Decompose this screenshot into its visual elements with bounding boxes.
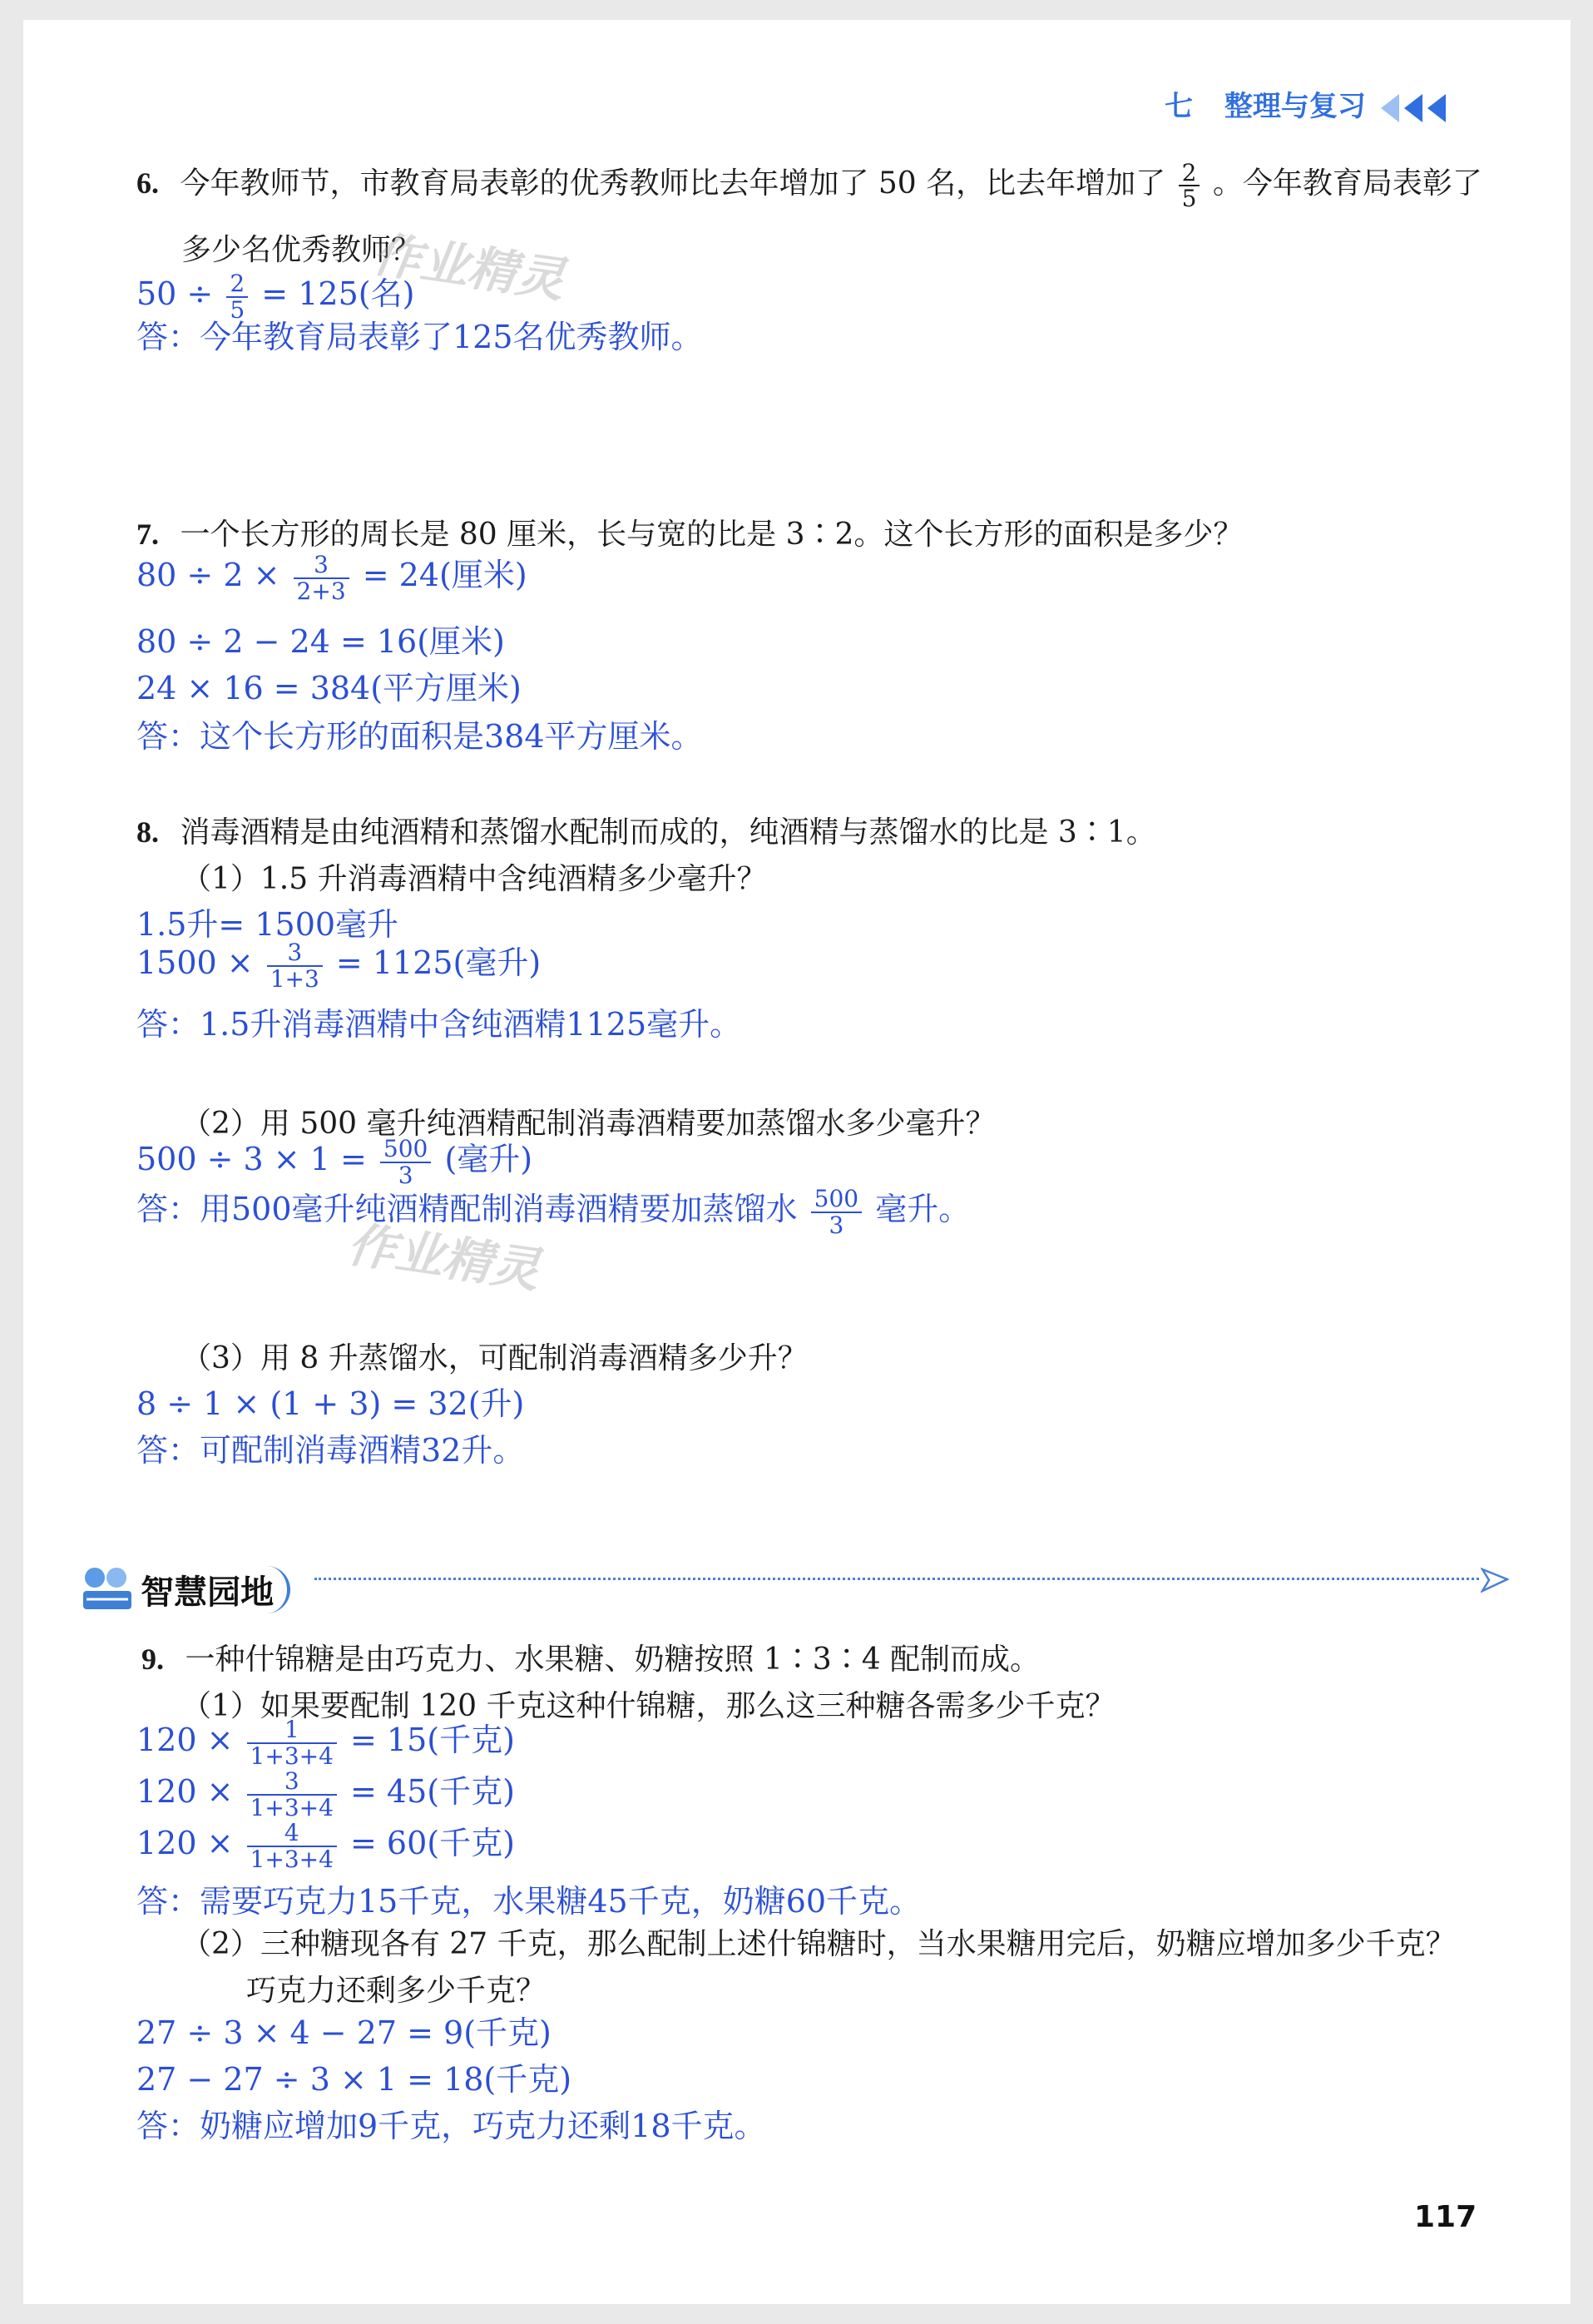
answer-text: = 60(千克): [350, 1825, 515, 1861]
arrow-left-icon: [1404, 94, 1422, 122]
fraction-numerator: 1: [284, 1716, 299, 1744]
fraction-denominator: 1+3+4: [247, 1846, 337, 1871]
section-title: 智慧园地: [141, 1566, 290, 1613]
question-number: 6.: [136, 166, 159, 200]
answer-line: 80 ÷ 2 − 24 = 16(厘米): [136, 623, 505, 660]
answer-text: 1500 ×: [136, 944, 254, 981]
fraction: [811, 1187, 862, 1237]
answer-text: 120 ×: [136, 1773, 234, 1810]
fraction: [267, 940, 323, 991]
answer-line: 答：这个长方形的面积是384平方厘米。: [136, 718, 703, 755]
answer-line: [136, 1133, 532, 1187]
answer-line: 答：1.5升消毒酒精中含纯酒精1125毫升。: [136, 1006, 742, 1043]
page-number: 117: [1414, 2200, 1477, 2234]
answer-text: = 24(厘米): [362, 557, 527, 593]
fraction-numerator: 3: [314, 551, 329, 579]
question-6: [136, 160, 1482, 211]
sub-question-2: （2）三种糖现各有 27 千克，那么配制上述什锦糖时，当水果糖用完后，奶糖应增加多少千克？: [181, 1927, 1456, 1961]
answer-text: 120 ×: [136, 1825, 234, 1861]
question-9: [141, 1636, 1040, 1678]
question-number: 7.: [136, 518, 159, 551]
kids-reading-icon: [78, 1563, 136, 1616]
answer-line: 24 × 16 = 384(平方厘米): [136, 670, 522, 706]
chapter-title: 整理与复习: [1224, 90, 1366, 123]
answer-text: 500 ÷ 3 × 1 =: [136, 1141, 367, 1177]
fraction-numerator: 3: [284, 1767, 299, 1796]
question-number: 8.: [136, 815, 159, 849]
question-text-continued: 多少名优秀教师？: [181, 233, 422, 267]
answer-line: 答：奶糖应增加9千克，巧克力还剩18千克。: [136, 2108, 766, 2144]
answer-text: = 125(名): [261, 275, 415, 312]
section-divider: [314, 1578, 1479, 1580]
answer-line: [136, 1714, 515, 1768]
question-number: 9.: [141, 1643, 164, 1676]
fraction-denominator: 3: [380, 1162, 431, 1187]
answer-line: [136, 549, 527, 603]
fraction: [380, 1137, 431, 1187]
question-text: 一种什锦糖是由巧克力、水果糖、奶糖按照 1∶3∶4 配制而成。: [185, 1643, 1041, 1677]
fraction-numerator: 2: [230, 270, 245, 298]
sub-question-1: （1）如果要配制 120 千克这种什锦糖，那么这三种糖各需多少千克？: [181, 1689, 1116, 1723]
answer-text: 120 ×: [136, 1722, 234, 1758]
answer-text: 50 ÷: [136, 275, 214, 312]
fraction-numerator: 500: [814, 1185, 859, 1213]
fraction: [247, 1769, 337, 1820]
fraction-denominator: 5: [1179, 185, 1200, 211]
answer-text: 答：用500毫升纯酒精配制消毒酒精要加蒸馏水: [136, 1191, 798, 1227]
section-header: [78, 1563, 290, 1616]
question-text: 一个长方形的周长是 80 厘米，长与宽的比是 3∶2。这个长方形的面积是多少？: [180, 518, 1244, 552]
answer-line: 27 ÷ 3 × 4 − 27 = 9(千克): [136, 2014, 552, 2051]
chapter-header: [1165, 83, 1446, 124]
answer-text: 80 ÷ 2 ×: [136, 557, 280, 593]
answer-line: [136, 1817, 515, 1871]
fraction: [294, 553, 349, 603]
fraction-denominator: 1+3+4: [247, 1742, 337, 1768]
fraction: [247, 1717, 337, 1768]
sub-question-2: （2）用 500 毫升纯酒精配制消毒酒精要加蒸馏水多少毫升？: [181, 1107, 996, 1141]
answer-line: 答：今年教育局表彰了125名优秀教师。: [136, 319, 703, 355]
answer-line: 答：需要巧克力15千克，水果糖45千克，奶糖60千克。: [136, 1883, 922, 1920]
answer-text: = 45(千克): [350, 1773, 515, 1810]
answer-line: 1.5升= 1500毫升: [136, 906, 399, 943]
arrow-left-icon: [1427, 94, 1446, 122]
fraction-denominator: 1+3: [267, 965, 323, 991]
fraction-denominator: 3: [811, 1212, 862, 1237]
fraction-numerator: 3: [287, 939, 303, 967]
question-text: 消毒酒精是由纯酒精和蒸馏水配制而成的，纯酒精与蒸馏水的比是 3∶1。: [180, 815, 1156, 850]
answer-line: 答：可配制消毒酒精32升。: [136, 1432, 525, 1469]
fraction: [1179, 158, 1200, 212]
answer-line: 8 ÷ 1 × (1 + 3) = 32(升): [136, 1385, 525, 1422]
fraction-denominator: 1+3+4: [247, 1794, 337, 1820]
question-text: 今年教师节，市教育局表彰的优秀教师比去年增加了 50 名，比去年增加了: [180, 166, 1166, 201]
answer-text: 毫升。: [875, 1191, 971, 1227]
answer-text: = 15(千克): [350, 1722, 515, 1758]
fraction: [247, 1821, 337, 1871]
sub-question-3: （3）用 8 升蒸馏水，可配制消毒酒精多少升？: [181, 1341, 808, 1375]
answer-line: 27 − 27 ÷ 3 × 1 = 18(千克): [136, 2061, 572, 2098]
answer-line: [136, 1766, 515, 1820]
paper-plane-icon: [1481, 1566, 1509, 1594]
watermark: 作业精灵: [369, 225, 568, 309]
workbook-page: [23, 20, 1571, 2304]
question-8: [136, 809, 1156, 851]
question-text: 。今年教育局表彰了: [1212, 166, 1482, 201]
sub-question-1: （1）1.5 升消毒酒精中含纯酒精多少毫升？: [181, 862, 767, 896]
answer-line: [136, 937, 541, 991]
sub-question-2-continued: 巧克力还剩多少千克？: [246, 1974, 547, 2008]
watermark: 作业精灵: [344, 1216, 543, 1299]
answer-text: (毫升): [444, 1141, 533, 1177]
fraction-numerator: 4: [284, 1819, 299, 1847]
fraction-numerator: 2: [1181, 158, 1197, 186]
answer-line: [136, 1183, 970, 1237]
arrow-left-icon: [1381, 94, 1399, 122]
answer-text: = 1125(毫升): [335, 944, 542, 981]
question-7: [136, 511, 1243, 553]
chapter-number: 七: [1165, 90, 1193, 123]
fraction-numerator: 500: [383, 1135, 428, 1163]
fraction-denominator: 2+3: [294, 577, 349, 603]
fraction-denominator: 5: [226, 296, 248, 322]
